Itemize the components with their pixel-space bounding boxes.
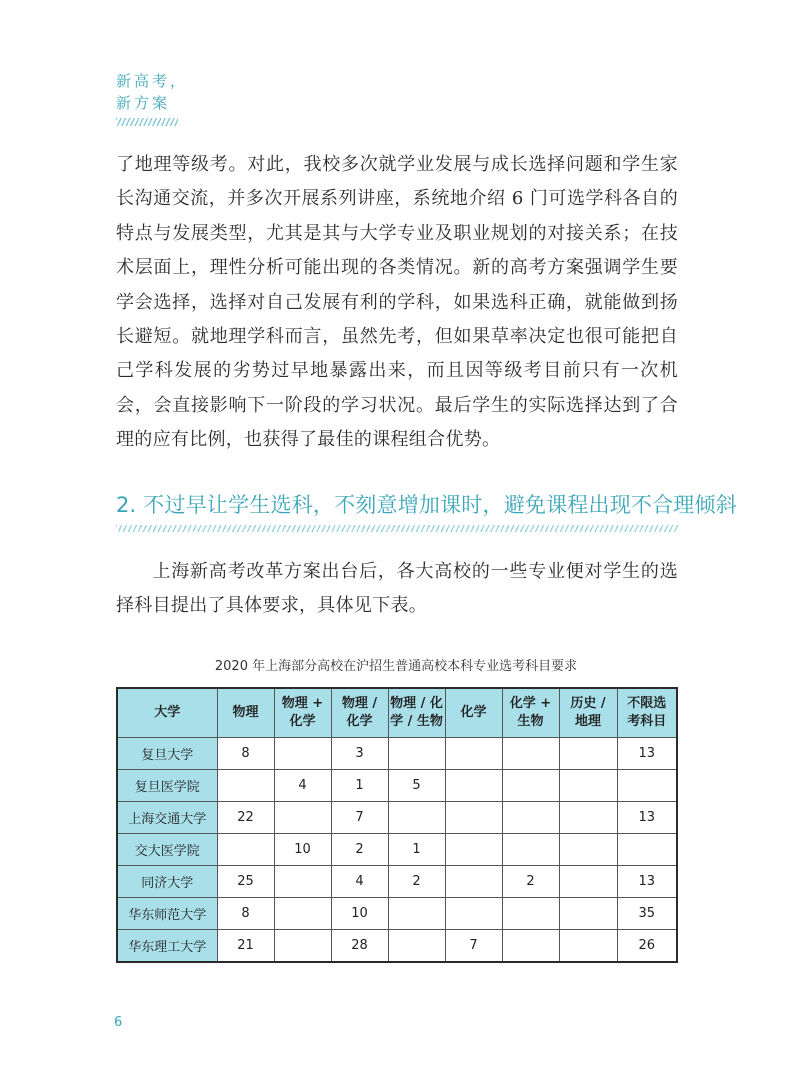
count-cell	[502, 834, 559, 866]
count-cell	[274, 930, 331, 963]
count-cell	[217, 770, 274, 802]
count-cell: 28	[331, 930, 388, 963]
count-cell	[388, 898, 445, 930]
count-cell	[445, 834, 502, 866]
count-cell	[445, 866, 502, 898]
table-body	[117, 738, 677, 963]
count-cell: 7	[331, 802, 388, 834]
count-cell: 13	[617, 802, 677, 834]
count-cell	[559, 866, 617, 898]
table-header-cell: 物理 / 化学	[331, 688, 388, 738]
count-cell	[388, 930, 445, 963]
count-cell	[274, 738, 331, 770]
count-cell	[559, 930, 617, 963]
count-cell	[274, 898, 331, 930]
count-cell: 13	[617, 738, 677, 770]
count-cell: 1	[388, 834, 445, 866]
page-number: 6	[114, 1015, 123, 1030]
section-heading: 2. 不过早让学生选科，不刻意增加课时，避免课程出现不合理倾斜	[116, 493, 737, 517]
count-cell: 10	[331, 898, 388, 930]
count-cell: 2	[388, 866, 445, 898]
count-cell: 25	[217, 866, 274, 898]
university-name-cell: 华东师范大学	[117, 898, 217, 930]
table-header-cell: 不限选 考科目	[617, 688, 677, 738]
subject-requirements-table-wrapper	[116, 687, 676, 963]
count-cell	[502, 898, 559, 930]
count-cell: 2	[502, 866, 559, 898]
table-header-cell: 物理 / 化 学 / 生物	[388, 688, 445, 738]
count-cell: 8	[217, 738, 274, 770]
count-cell	[217, 834, 274, 866]
table-header-cell: 物理 + 化学	[274, 688, 331, 738]
university-name-cell: 上海交通大学	[117, 802, 217, 834]
count-cell: 13	[617, 866, 677, 898]
table-row	[117, 898, 677, 930]
table-header-cell: 物理	[217, 688, 274, 738]
body-paragraph-1: 了地理等级考。对此，我校多次就学业发展与成长选择问题和学生家长沟通交流，并多次开展系列讲座，系统地介绍 6 门可选学科各自的特点与发展类型，尤其是其与大学专业及职业规划的对接关系；在技术层面上，理性分析可能出现的各类情况。新的高考方案强调学生要学会选择，选择对自己发展有利的学科，如果选科正确，就能做到扬长避短。就地理学科而言，虽然先考，但如果草率决定也很可能把自己学科发展的劣势过早地暴露出来，而且因等级考目前只有一次机会，会直接影响下一阶段的学习状况。最后学生的实际选择达到了合理的应有比例，也获得了最佳的课程组合优势。	[116, 154, 678, 451]
count-cell	[445, 738, 502, 770]
count-cell	[388, 738, 445, 770]
count-cell: 35	[617, 898, 677, 930]
count-cell: 4	[331, 866, 388, 898]
body-paragraph-2	[116, 555, 678, 624]
table-header-row	[117, 688, 677, 738]
count-cell: 5	[388, 770, 445, 802]
body-paragraph-2-text: 上海新高考改革方案出台后，各大高校的一些专业便对学生的选择科目提出了具体要求，具体见下表。	[116, 561, 678, 617]
count-cell	[559, 834, 617, 866]
header-hatch-decoration	[116, 118, 178, 126]
table-row	[117, 738, 677, 770]
university-name-cell: 复旦大学	[117, 738, 217, 770]
running-header	[116, 70, 188, 126]
count-cell: 22	[217, 802, 274, 834]
count-cell	[445, 898, 502, 930]
running-header-line-1: 新高考，	[116, 72, 189, 90]
count-cell: 4	[274, 770, 331, 802]
table-row	[117, 930, 677, 963]
university-name-cell: 同济大学	[117, 866, 217, 898]
count-cell	[502, 802, 559, 834]
count-cell	[502, 738, 559, 770]
count-cell: 10	[274, 834, 331, 866]
table-row	[117, 834, 677, 866]
count-cell	[617, 834, 677, 866]
count-cell	[502, 770, 559, 802]
count-cell	[559, 770, 617, 802]
count-cell	[274, 802, 331, 834]
count-cell: 8	[217, 898, 274, 930]
table-header-cell: 化学 + 生物	[502, 688, 559, 738]
count-cell: 2	[331, 834, 388, 866]
count-cell: 21	[217, 930, 274, 963]
count-cell	[274, 866, 331, 898]
section-hatch-decoration	[116, 525, 678, 532]
count-cell	[617, 770, 677, 802]
table-header-cell: 历史 / 地理	[559, 688, 617, 738]
count-cell	[445, 770, 502, 802]
count-cell: 7	[445, 930, 502, 963]
subject-requirements-table	[116, 687, 678, 963]
table-row	[117, 770, 677, 802]
count-cell	[388, 802, 445, 834]
table-row	[117, 802, 677, 834]
table-header-cell: 化学	[445, 688, 502, 738]
count-cell: 3	[331, 738, 388, 770]
university-name-cell: 复旦医学院	[117, 770, 217, 802]
university-name-cell: 交大医学院	[117, 834, 217, 866]
table-header-cell: 大学	[117, 688, 217, 738]
count-cell	[559, 898, 617, 930]
table-caption: 2020 年上海部分高校在沪招生普通高校本科专业选考科目要求	[214, 659, 578, 674]
count-cell	[445, 802, 502, 834]
count-cell	[559, 738, 617, 770]
running-header-line-2: 新方案	[116, 94, 171, 112]
table-row	[117, 866, 677, 898]
count-cell: 1	[331, 770, 388, 802]
count-cell: 26	[617, 930, 677, 963]
count-cell	[559, 802, 617, 834]
university-name-cell: 华东理工大学	[117, 930, 217, 963]
count-cell	[502, 930, 559, 963]
